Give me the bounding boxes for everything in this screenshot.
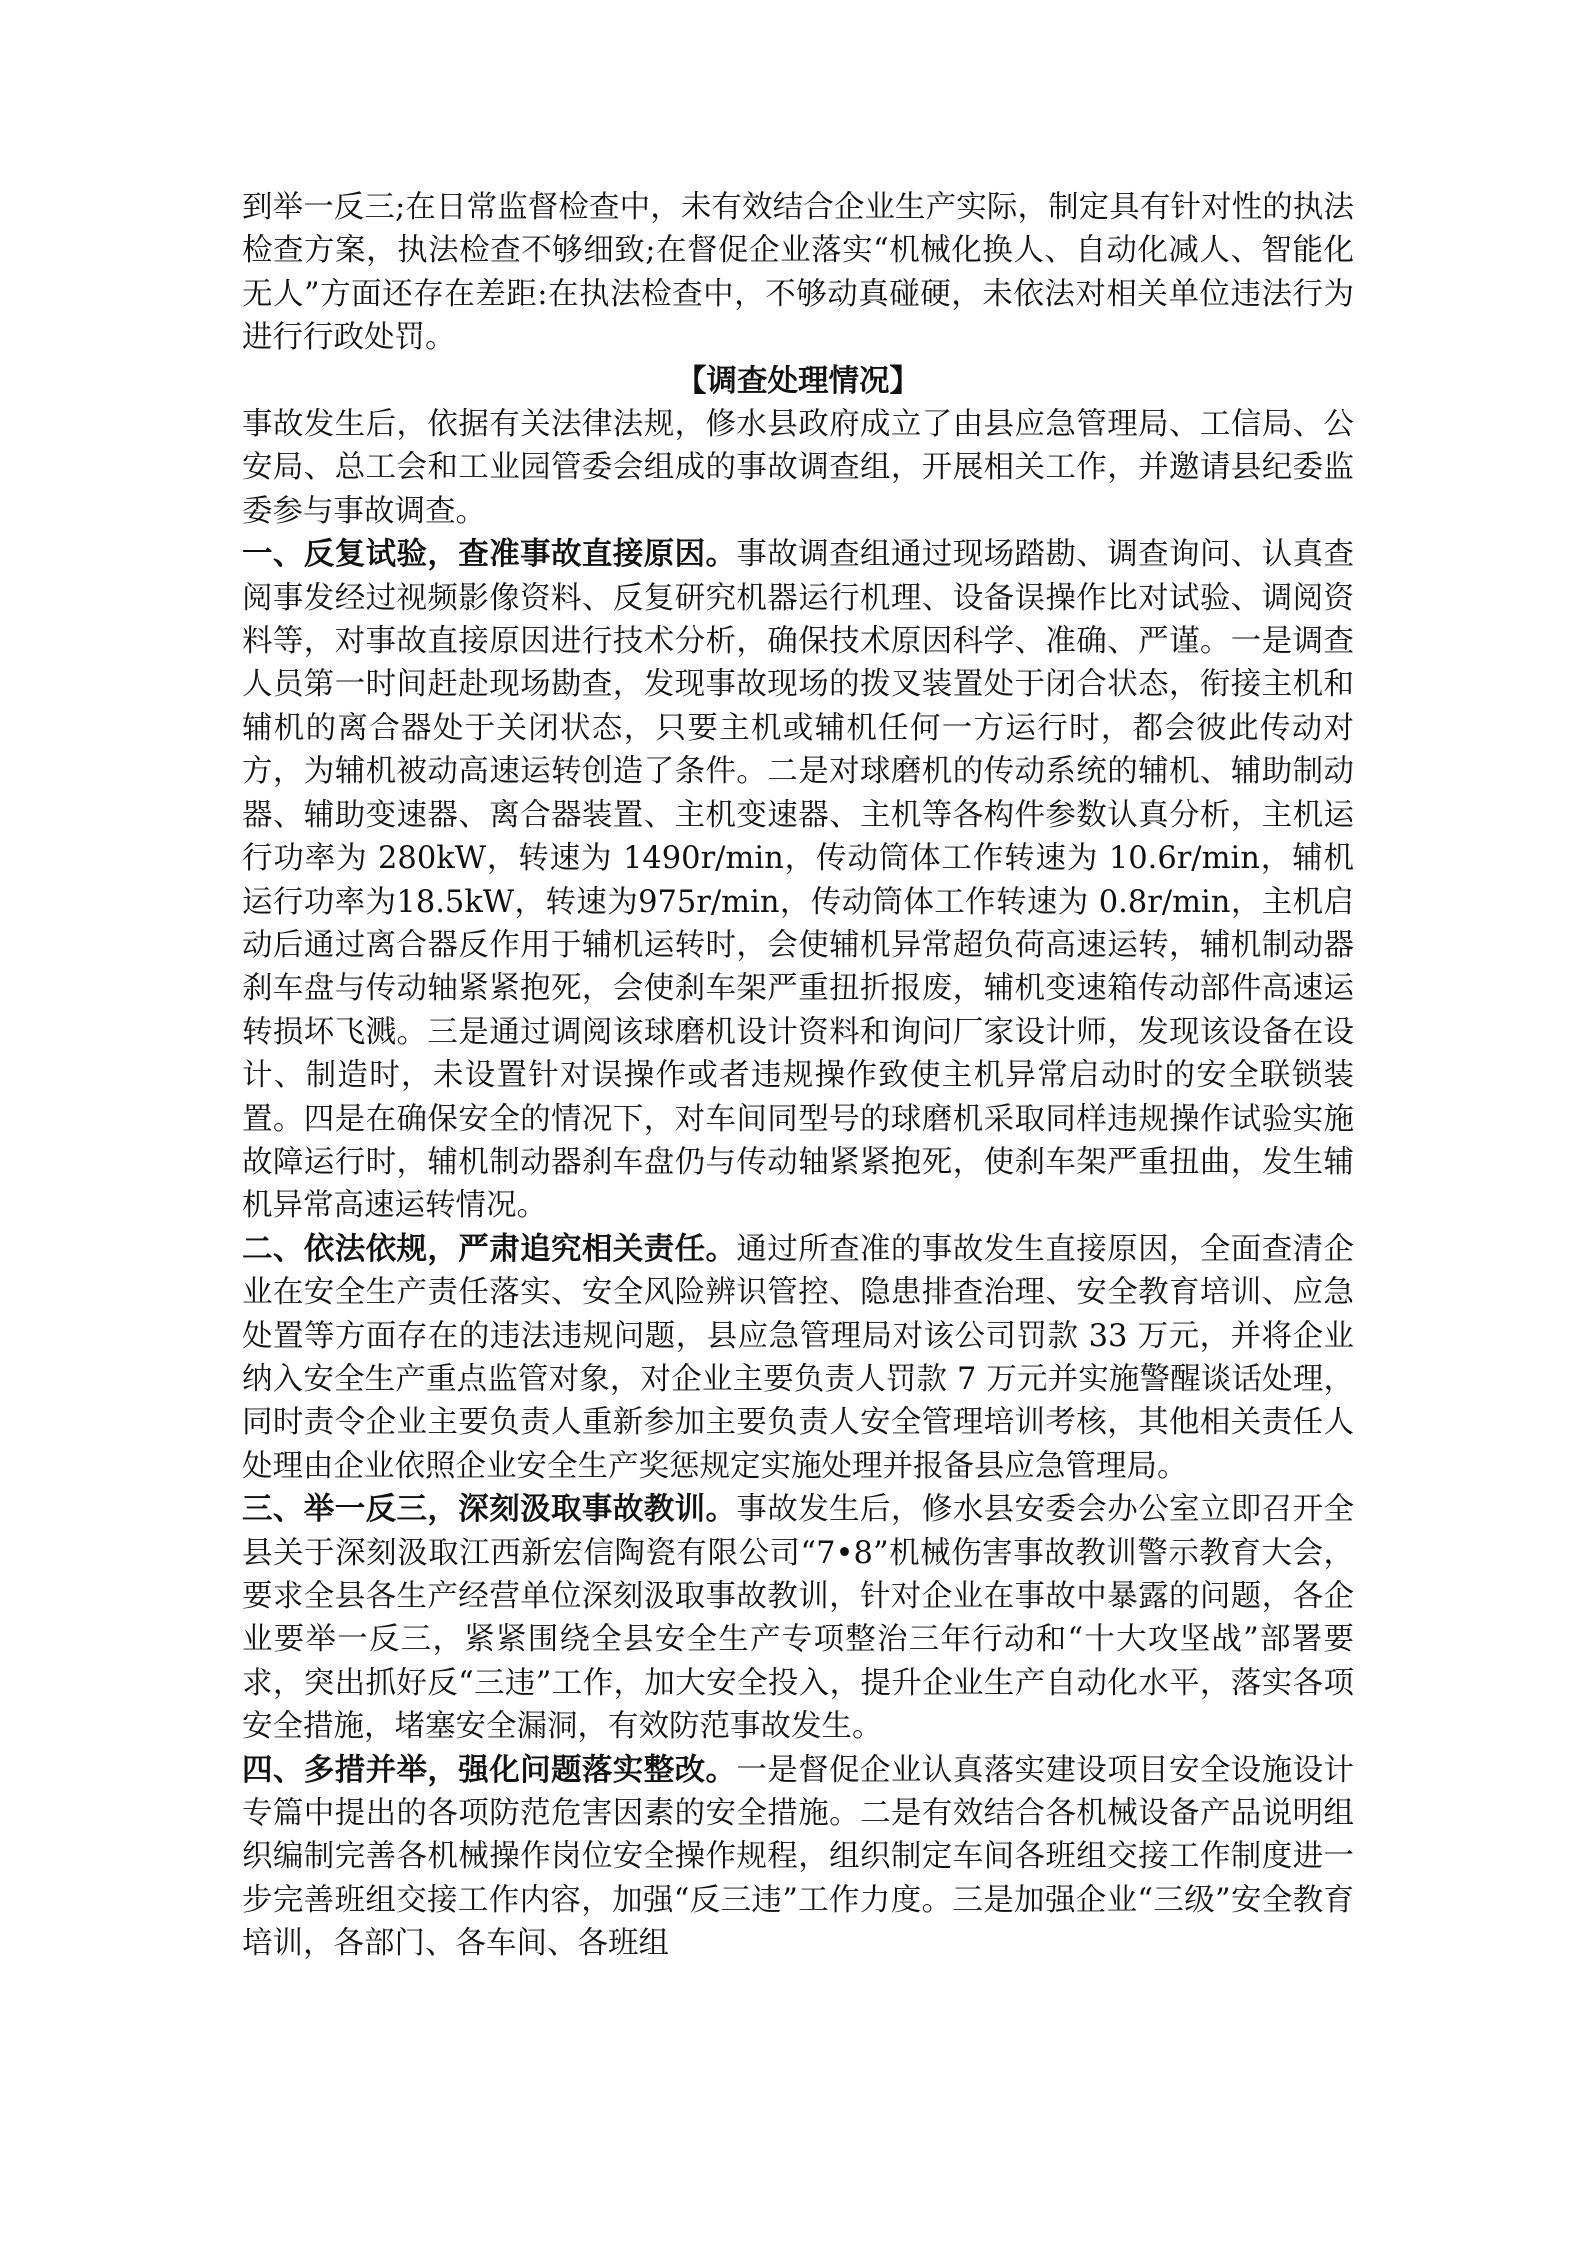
document-page (242, 186, 1354, 1966)
measure-3-body: 事故发生后，修水县安委会办公室立即召开全县关于深刻汲取江西新宏信陶瓷有限公司“7•8”机械伤害事故教训警示教育大会，要求全县各生产经营单位深刻汲取事故教训，针对企业在事故中暴露的问题，各企业要举一反三，紧紧围绕全县安全生产专项整治三年行动和“十大攻坚战”部署要求，突出抓好反“三违”工作，加大安全投入，提升企业生产自动化水平，落实各项安全措施，堵塞安全漏洞，有效防范事故发生。 (242, 1492, 1355, 1745)
measure-1-body: 事故调查组通过现场踏勘、调查询问、认真查阅事发经过视频影像资料、反复研究机器运行机理、设备误操作比对试验、调阅资料等，对事故直接原因进行技术分析，确保技术原因科学、准确、严谨。一是调查人员第一时间赶赴现场勘查，发现事故现场的拨叉装置处于闭合状态，衔接主机和辅机的离合器处于关闭状态，只要主机或辅机任何一方运行时，都会彼此传动对方，为辅机被动高速运转创造了条件。二是对球磨机的传动系统的辅机、辅助制动器、辅助变速器、离合器装置、主机变速器、主机等各构件参数认真分析，主机运行功率为 280kW，转速为 1490r/min，传动筒体工作转速为 10.6r/min，辅机运行功率为18.5kW，转速为975r/min，传动筒体工作转速为 0.8r/min，主机启动后通过离合器反作用于辅机运转时，会使辅机异常超负荷高速运转，辅机制动器刹车盘与传动轴紧紧抱死，会使刹车架严重扭折报废，辅机变速箱传动部件高速运转损坏飞溅。三是通过调阅该球磨机设计资料和询问厂家设计师，发现该设备在设计、制造时，未设置针对误操作或者违规操作致使主机异常启动时的安全联锁装置。四是在确保安全的情况下，对车间同型号的球磨机采取同样违规操作试验实施故障运行时，辅机制动器刹车盘仍与传动轴紧紧抱死，使刹车架严重扭曲，发生辅机异常高速运转情况。 (242, 537, 1355, 1224)
intro-paragraph: 事故发生后，依据有关法律法规，修水县政府成立了由县应急管理局、工信局、公安局、总工会和工业园管委会组成的事故调查组，开展相关工作，并邀请县纪委监委参与事故调查。 (242, 407, 1354, 529)
measure-3-lead: 三、举一反三，深刻汲取事故教训。 (242, 1491, 737, 1528)
measure-2-lead: 二、依法依规，严肃追究相关责任。 (242, 1230, 737, 1267)
section-heading: 【调查处理情况】 (676, 362, 920, 399)
measure-paragraph-2 (242, 1228, 1354, 1488)
measure-4-lead: 四、多措并举，强化问题落实整改。 (242, 1751, 737, 1788)
measure-paragraph-1 (242, 533, 1354, 1228)
measure-4-body: 一是督促企业认真落实建设项目安全设施设计专篇中提出的各项防范危害因素的安全措施。二是有效结合各机械设备产品说明组织编制完善各机械操作岗位安全操作规程，组织制定车间各班组交接工作制度进一步完善班组交接工作内容，加强“反三违”工作力度。三是加强企业“三级”安全教育培训，各部门、各车间、各班组 (242, 1752, 1355, 1962)
measure-paragraph-3 (242, 1488, 1354, 1748)
measure-1-lead: 一、反复试验，查准事故直接原因。 (242, 536, 737, 573)
continuation-paragraph: 到举一反三;在日常监督检查中，未有效结合企业生产实际，制定具有针对性的执法检查方案，执法检查不够细致;在督促企业落实“机械化换人、自动化减人、智能化无人”方面还存在差距:在执法检查中，不够动真碰硬，未依法对相关单位违法行为进行行政处罚。 (242, 190, 1354, 356)
measure-2-body: 通过所查准的事故发生直接原因，全面查清企业在安全生产责任落实、安全风险辨识管控、隐患排查治理、安全教育培训、应急处置等方面存在的违法违规问题，县应急管理局对该公司罚款 33 万元，并将企业纳入安全生产重点监管对象，对企业主要负责人罚款 7 万元并实施警醒谈话处理，同时责令企业主要负责人重新参加主要负责人安全管理培训考核，其他相关责任人处理由企业依照企业安全生产奖惩规定实施处理并报备县应急管理局。 (242, 1231, 1355, 1484)
measure-paragraph-4 (242, 1749, 1354, 1966)
